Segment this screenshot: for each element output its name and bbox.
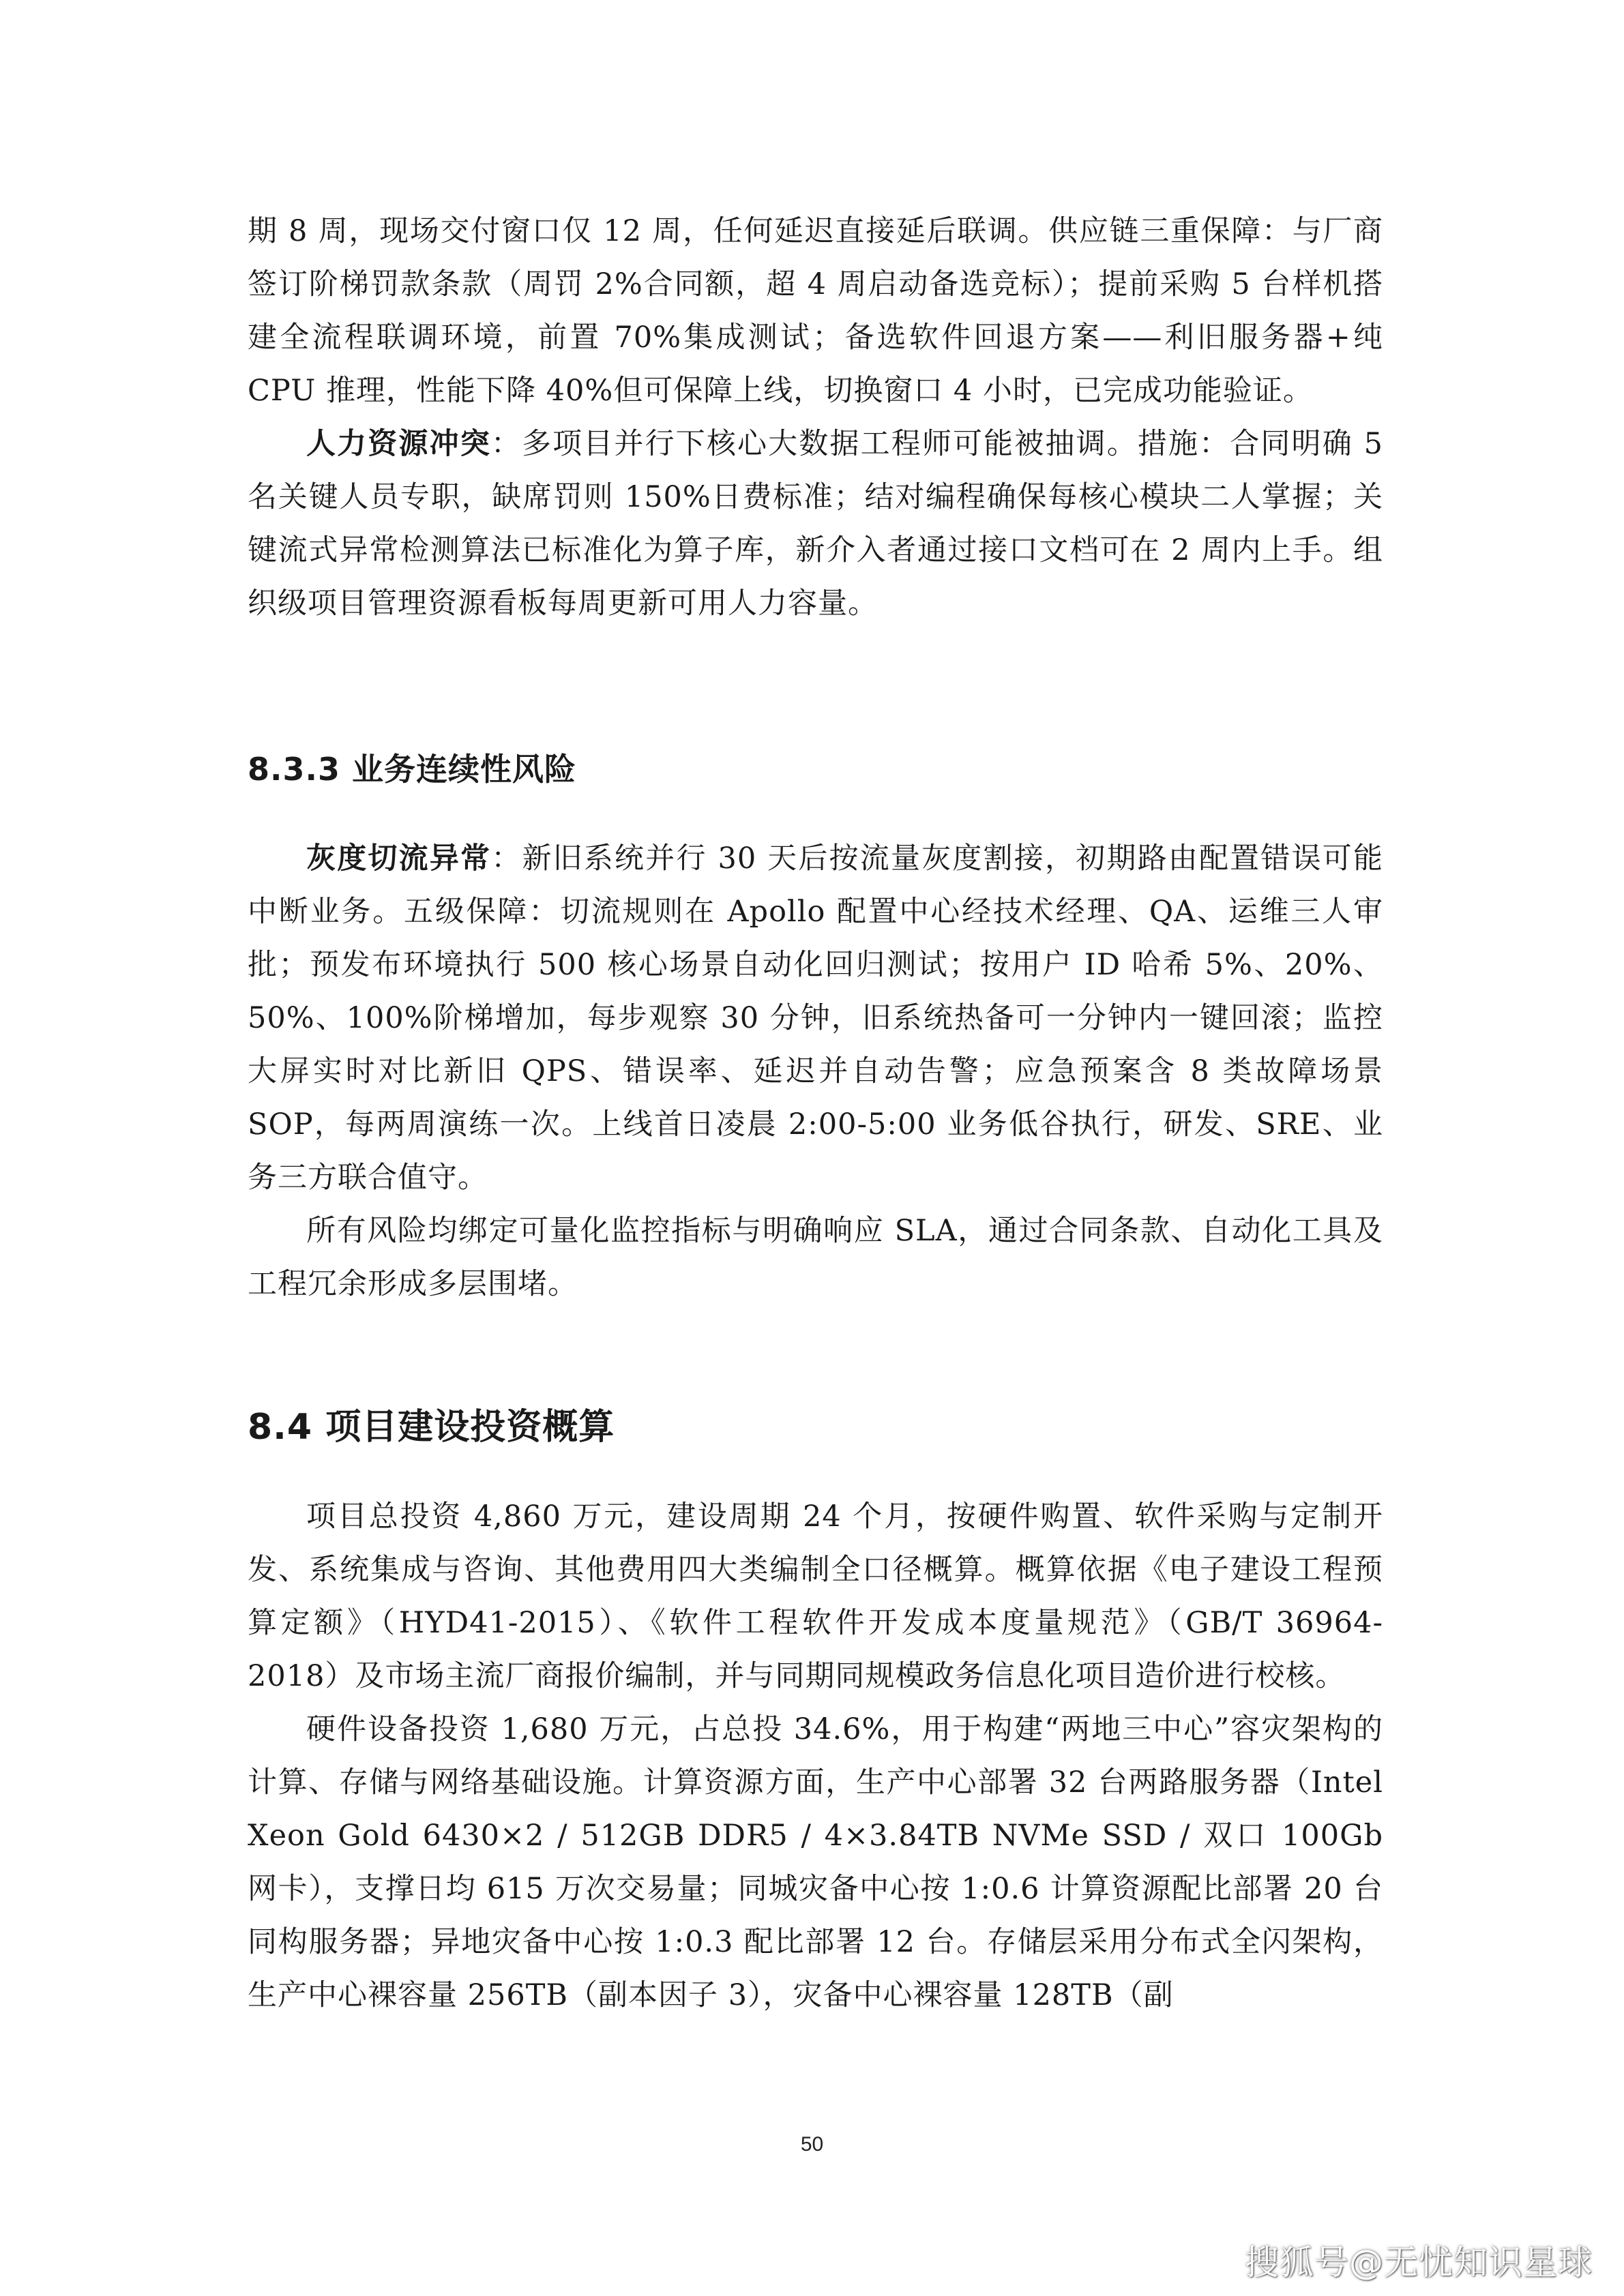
watermark-text: 搜狐号@无忧知识星球	[1245, 2243, 1593, 2282]
risk-text-block	[248, 205, 1383, 630]
gray-release-paragraph	[248, 832, 1383, 1204]
gray-release-text: ：新旧系统并行 30 天后按流量灰度割接，初期路由配置错误可能中断业务。五级保障：切流规则在 Apollo 配置中心经技术经理、QA、运维三人审批；预发布环境执行 500 核心场景自动化回归测试；按用户 ID 哈希 5%、20%、50%、100%阶梯增加，每步观察 30 分钟，旧系统热备可一分钟内一键回滚；监控大屏实时对比新旧 QPS、错误率、延迟并自动告警；应急预案含 8 类故障场景 SOP，每两周演练一次。上线首日凌晨 2:00-5:00 业务低谷执行，研发、SRE、业务三方联合值守。	[248, 841, 1383, 1195]
hr-conflict-paragraph	[248, 417, 1383, 630]
continuity-text-block	[248, 832, 1383, 1311]
section-8-3-3-heading: 8.3.3 业务连续性风险	[248, 751, 576, 788]
page-number: 50	[800, 2133, 824, 2156]
hr-conflict-lead: 人力资源冲突	[306, 427, 491, 461]
section-8-4-heading: 8.4 项目建设投资概算	[248, 1407, 615, 1448]
hardware-investment-paragraph: 硬件设备投资 1,680 万元，占总投 34.6%，用于构建“两地三中心”容灾架构的计算、存储与网络基础设施。计算资源方面，生产中心部署 32 台两路服务器（Intel Xeon Gold 6430×2 / 512GB DDR5 / 4×3.84TB NVMe SSD / 双口 100Gb 网卡），支撑日均 615 万次交易量；同城灾备中心按 1:0.6 计算资源配比部署 20 台同构服务器；异地灾备中心按 1:0.3 配比部署 12 台。存储层采用分布式全闪架构，生产中心裸容量 256TB（副本因子 3），灾备中心裸容量 128TB（副	[248, 1712, 1383, 2012]
supply-chain-paragraph: 期 8 周，现场交付窗口仅 12 周，任何延迟直接延后联调。供应链三重保障：与厂商签订阶梯罚款条款（周罚 2%合同额，超 4 周启动备选竞标）；提前采购 5 台样机搭建全流程联调环境，前置 70%集成测试；备选软件回退方案——利旧服务器+纯 CPU 推理，性能下降 40%但可保障上线，切换窗口 4 小时，已完成功能验证。	[248, 214, 1383, 408]
total-investment-paragraph: 项目总投资 4,860 万元，建设周期 24 个月，按硬件购置、软件采购与定制开发、系统集成与咨询、其他费用四大类编制全口径概算。概算依据《电子建设工程预算定额》（HYD41-2015）、《软件工程软件开发成本度量规范》（GB/T 36964-2018）及市场主流厂商报价编制，并与同期同规模政务信息化项目造价进行校核。	[248, 1500, 1383, 1693]
gray-release-lead: 灰度切流异常	[306, 841, 492, 876]
investment-text-block	[248, 1490, 1383, 2022]
hr-conflict-text: ：多项目并行下核心大数据工程师可能被抽调。措施：合同明确 5 名关键人员专职，缺席罚则 150%日费标准；结对编程确保每核心模块二人掌握；关键流式异常检测算法已标准化为算子库，新介入者通过接口文档可在 2 周内上手。组织级项目管理资源看板每周更新可用人力容量。	[248, 427, 1384, 621]
risk-summary-paragraph: 所有风险均绑定可量化监控指标与明确响应 SLA，通过合同条款、自动化工具及工程冗余形成多层围堵。	[248, 1214, 1383, 1301]
